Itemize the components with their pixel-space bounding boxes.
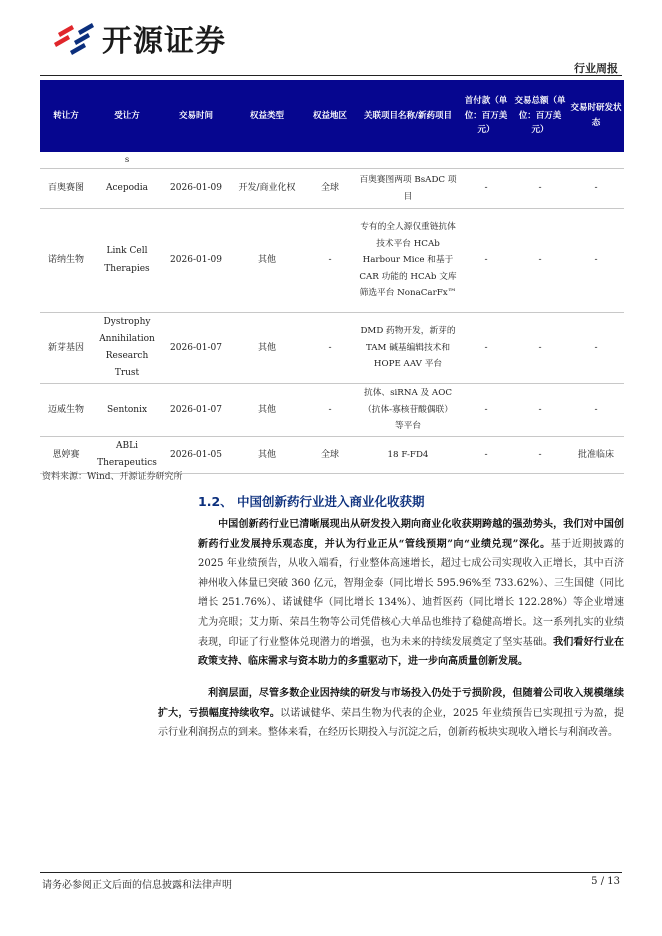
paragraph-bold-conclusion: 我们看好行业在政策支持、临床需求与资本助力的多重驱动下，进一步向高质量创新发展。 <box>198 636 625 668</box>
paragraph-bold-lead: 中国创新药行业已清晰展现出从研发投入期向商业化收获期跨越的强劲势头，我们对中国创新药行业发展持乐观态度，并认为行业正从“管线预期”向“业绩兑现”深化。 <box>198 519 624 550</box>
table-cell: s <box>92 152 162 169</box>
table-cell: - <box>304 384 356 437</box>
table-row <box>40 384 624 437</box>
table-cell: DMD 药物开发，新芽的 TAM 碱基编辑技术和 HOPE AAV 平台 <box>356 313 460 384</box>
table-cell: - <box>304 313 356 384</box>
table-cell: - <box>512 169 568 209</box>
table-cell: Link Cell Therapies <box>92 209 162 313</box>
paragraph-body: 基于近期披露的 2025 年业绩预告，从收入端看，行业整体高速增长，超过七成公司实现收入正增长，其中百济神州收入体量已突破 360 亿元，智翔金泰（同比增长 595.96%至 733.62%）、三生国健（同比增长 251.76%）、诺诚健华（同比增长 134%）、迪哲医药（同比增长 122.28%）等企业增速尤为亮眼；艾力斯、荣昌生物等公司凭借核心大单品也维持了稳健高增长。这一系列扎实的业绩表现，印证了行业整体兑现潜力的增强，也为未来的持续发展奠定了坚实基础。 <box>198 538 625 648</box>
paragraph-body: 以诺诚健华、荣昌生物为代表的企业，2025 年业绩预告已实现扭亏为盈，提示行业利润拐点的到来。整体来看，在经历长期投入与沉淀之后，创新药板块实现收入增长与利润改善。 <box>158 707 624 739</box>
table-cell: 18 F-FD4 <box>356 436 460 473</box>
table-cell: 全球 <box>304 436 356 473</box>
table-cell: - <box>304 209 356 313</box>
table-cell: 迈威生物 <box>40 384 92 437</box>
table-cell: - <box>512 313 568 384</box>
table-cell: - <box>460 384 512 437</box>
table-row <box>40 169 624 209</box>
column-header: 交易时间 <box>162 80 230 152</box>
table-cell: - <box>568 384 624 437</box>
table-cell: ABLi Therapeutics <box>92 436 162 473</box>
table-row <box>40 209 624 313</box>
table-row <box>40 313 624 384</box>
paragraph-profit <box>158 684 624 743</box>
table-cell: 专有的全人源仅重链抗体技术平台 HCAb Harbour Mice 和基于 CAR 功能的 HCAb 文库筛选平台 NonaCarFx™ <box>356 209 460 313</box>
deals-table <box>40 80 624 474</box>
table-cell: 其他 <box>230 313 304 384</box>
table-cell: - <box>460 313 512 384</box>
table-cell: 新芽基因 <box>40 313 92 384</box>
column-header: 首付款（单位：百万美元） <box>460 80 512 152</box>
column-header: 转让方 <box>40 80 92 152</box>
table-cell: 2026-01-09 <box>162 209 230 313</box>
column-header: 关联项目名称/新药项目 <box>356 80 460 152</box>
table-cell: 2026-01-07 <box>162 313 230 384</box>
table-cell: - <box>568 169 624 209</box>
table-cell: 批准临床 <box>568 436 624 473</box>
column-header: 交易时研发状态 <box>568 80 624 152</box>
table-cell: 百奥赛图两项 BsADC 项目 <box>356 169 460 209</box>
table-cell: - <box>460 209 512 313</box>
table-cell: 其他 <box>230 209 304 313</box>
table-cell: - <box>512 209 568 313</box>
table-cell: 恩婷赛 <box>40 436 92 473</box>
table-cell: 其他 <box>230 384 304 437</box>
logo-mark-icon <box>52 21 96 55</box>
page-number: 5 / 13 <box>591 876 620 887</box>
paragraph-revenue <box>198 515 624 672</box>
table-row-continuation <box>40 152 624 169</box>
table-cell: 开发/商业化权 <box>230 169 304 209</box>
table-cell: Acepodia <box>92 169 162 209</box>
table-cell: - <box>460 169 512 209</box>
footer-divider <box>40 872 622 873</box>
table-cell: Dystrophy Annihilation Research Trust <box>92 313 162 384</box>
table-cell: - <box>568 209 624 313</box>
table-cell: 2026-01-07 <box>162 384 230 437</box>
report-type: 行业周报 <box>574 62 618 75</box>
table-cell: 抗体、siRNA 及 AOC（抗体-寡核苷酸偶联）等平台 <box>356 384 460 437</box>
column-header: 受让方 <box>92 80 162 152</box>
table-cell: - <box>512 436 568 473</box>
table-cell: 2026-01-05 <box>162 436 230 473</box>
table-cell: 其他 <box>230 436 304 473</box>
table-cell: 全球 <box>304 169 356 209</box>
table-header-row <box>40 80 624 152</box>
table-cell: 诺纳生物 <box>40 209 92 313</box>
table-cell: Sentonix <box>92 384 162 437</box>
table-cell: 2026-01-09 <box>162 169 230 209</box>
table-cell: 百奥赛图 <box>40 169 92 209</box>
section-title: 1.2、 中国创新药行业进入商业化收获期 <box>198 494 425 509</box>
table-cell: - <box>460 436 512 473</box>
paragraph-bold-lead: 利润层面，尽管多数企业因持续的研发与市场投入仍处于亏损阶段，但随着公司收入规模继续扩大，亏损幅度持续收窄。 <box>158 688 624 719</box>
table-cell: - <box>512 384 568 437</box>
logo-text: 开源证券 <box>102 24 226 59</box>
header-divider <box>40 75 622 76</box>
footer-disclaimer: 请务必参阅正文后面的信息披露和法律声明 <box>42 880 232 891</box>
table-cell: - <box>568 313 624 384</box>
column-header: 交易总额（单位：百万美元） <box>512 80 568 152</box>
company-logo <box>52 18 226 58</box>
column-header: 权益类型 <box>230 80 304 152</box>
table-source-note: 资料来源：Wind、开源证券研究所 <box>42 472 183 482</box>
column-header: 权益地区 <box>304 80 356 152</box>
